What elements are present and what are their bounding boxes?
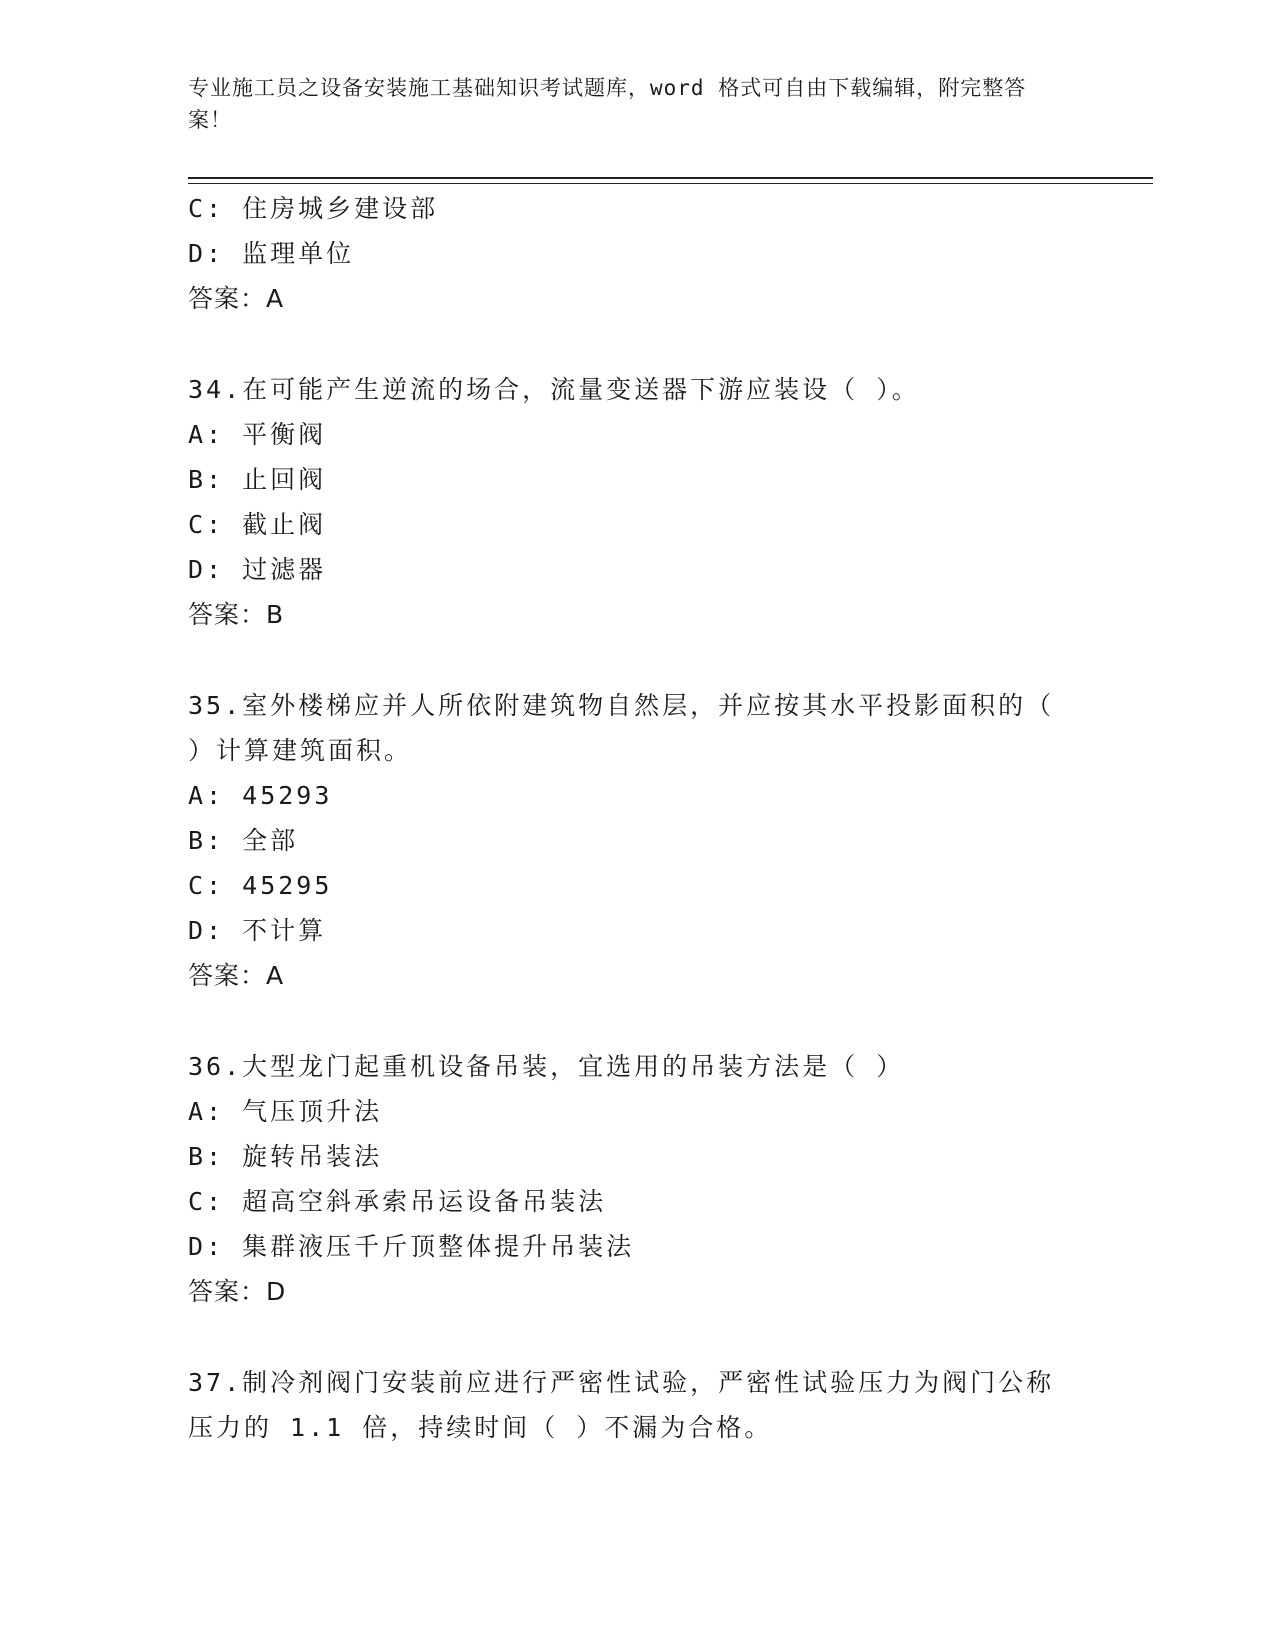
q35-stem-line2: ）计算建筑面积。 [188,736,413,765]
q34-option-c: C: 截止阀 [188,510,327,539]
q34-answer: 答案：B [188,600,285,629]
q36-answer: 答案：D [188,1277,287,1306]
page-header-title: 专业施工员之设备安装施工基础知识考试题库，word 格式可自由下载编辑，附完整答案！ [188,76,1027,132]
q36-option-d: D: 集群液压千斤顶整体提升吊装法 [188,1232,635,1261]
q34-option-d: D: 过滤器 [188,555,327,584]
q36-option-a: A: 气压顶升法 [188,1097,383,1126]
q36-option-b: B: 旋转吊装法 [188,1142,383,1171]
q33-answer: 答案：A [188,284,285,313]
q34-option-b: B: 止回阀 [188,465,327,494]
q36-option-c: C: 超高空斜承索吊运设备吊装法 [188,1187,607,1216]
q35-answer: 答案：A [188,961,285,990]
q34-option-a: A: 平衡阀 [188,420,327,449]
header-divider-thick [188,177,1153,179]
header-divider-thin [188,183,1153,184]
q37-stem-line1: 37.制冷剂阀门安装前应进行严密性试验，严密性试验压力为阀门公称 [188,1368,1055,1397]
q33-option-d: D: 监理单位 [188,239,355,268]
q35-option-c: C: 45295 [188,871,333,900]
q35-option-a: A: 45293 [188,781,333,810]
q35-option-d: D: 不计算 [188,916,327,945]
q34-stem: 34.在可能产生逆流的场合，流量变送器下游应装设（ ）。 [188,375,920,404]
q36-stem: 36.大型龙门起重机设备吊装，宜选用的吊装方法是（ ） [188,1052,905,1081]
q35-stem-line1: 35.室外楼梯应并人所依附建筑物自然层，并应按其水平投影面积的（ [188,691,1055,720]
q33-option-c: C: 住房城乡建设部 [188,194,439,223]
q37-stem-line2: 压力的 1.1 倍，持续时间（ ）不漏为合格。 [188,1413,773,1442]
q35-option-b: B: 全部 [188,826,299,855]
